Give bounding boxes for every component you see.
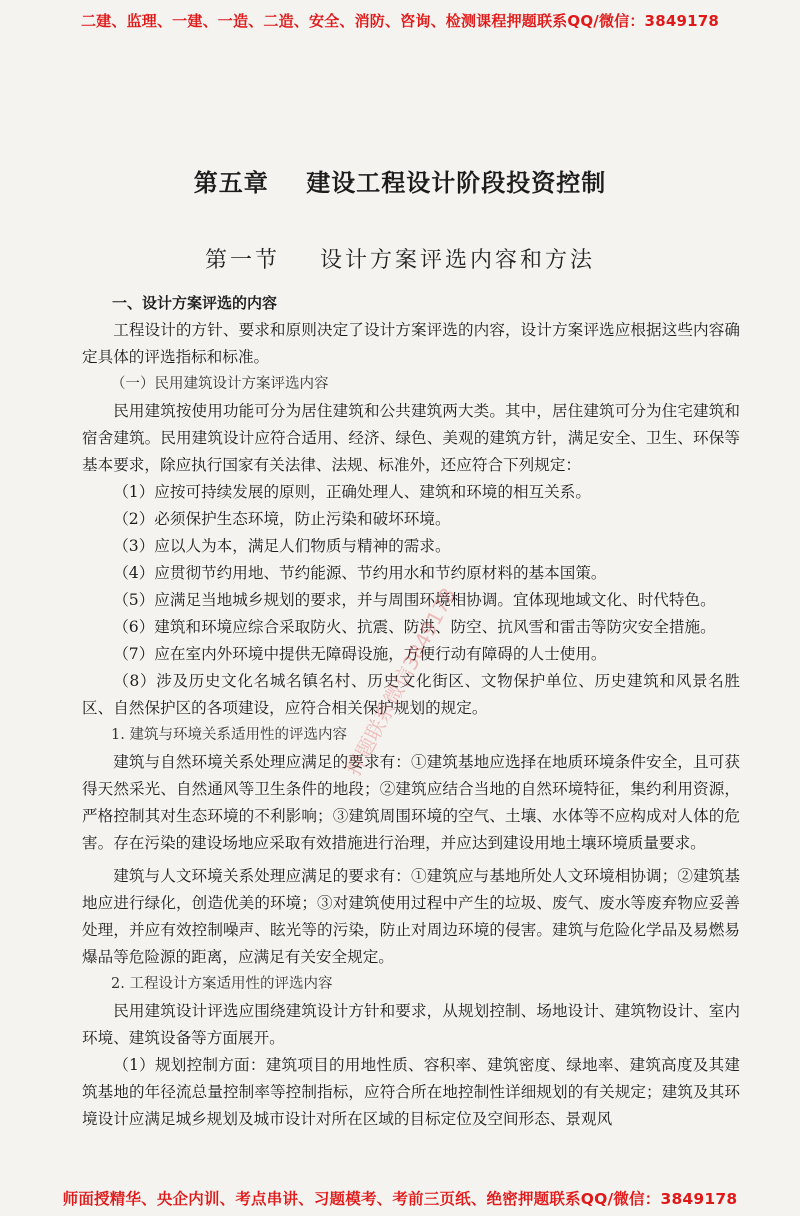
paragraph: 建筑与人文环境关系处理应满足的要求有：①建筑应与基地所处人文环境相协调；②建筑基地应进行绿化，创造优美的环境；③对建筑使用过程中产生的垃圾、废气、废水等废弃物应妥善处理，并应有效控制噪声、眩光等的污染，防止对周边环境的侵害。建筑与危险化学品及易燃易爆品等危险源的距离，应满足有关安全规定。 (82, 867, 740, 966)
section-title: 第一节 设计方案评选内容和方法 (205, 248, 595, 273)
list-item: （7）应在室内外环境中提供无障碍设施，方便行动有障碍的人士使用。 (113, 645, 607, 663)
list-item: （5）应满足当地城乡规划的要求，并与周围环境相协调。宜体现地域文化、时代特色。 (113, 591, 716, 609)
heading-level2: （一）民用建筑设计方案评选内容 (111, 376, 329, 392)
list-item: （8）涉及历史文化名城名镇名村、历史文化街区、文物保护单位、历史建筑和风景名胜区、自然保护区的各项建设，应符合相关保护规划的规定。 (82, 672, 740, 717)
list-item: （1）应按可持续发展的原则，正确处理人、建筑和环境的相互关系。 (113, 483, 591, 501)
document-body (82, 290, 740, 1133)
heading-level3: 2. 工程设计方案适用性的评选内容 (111, 976, 333, 992)
list-item: （4）应贯彻节约用地、节约能源、节约用水和节约原材料的基本国策。 (113, 564, 607, 582)
list-item: （2）必须保护生态环境，防止污染和破坏环境。 (113, 510, 451, 528)
paragraph: 工程设计的方针、要求和原则决定了设计方案评选的内容，设计方案评选应根据这些内容确定具体的评选指标和标准。 (82, 321, 740, 366)
list-item: （1）规划控制方面：建筑项目的用地性质、容积率、建筑密度、绿地率、建筑高度及其建筑基地的年径流总量控制率等控制指标，应符合所在地控制性详细规划的有关规定；建筑及其环境设计应满足城乡规划及城市设计对所在区域的目标定位及空间形态、景观风 (82, 1056, 740, 1128)
list-item: （3）应以人为本，满足人们物质与精神的需求。 (113, 537, 451, 555)
bottom-banner: 师面授精华、央企内训、考点串讲、习题模考、考前三页纸、绝密押题联系QQ/微信：3849178 (62, 1190, 738, 1208)
heading-level3: 1. 建筑与环境关系适用性的评选内容 (111, 727, 347, 743)
top-banner: 二建、监理、一建、一造、二造、安全、消防、咨询、检测课程押题联系QQ/微信：3849178 (80, 12, 720, 30)
list-item: （6）建筑和环境应综合采取防火、抗震、防洪、防空、抗风雪和雷击等防灾安全措施。 (113, 618, 716, 636)
paragraph: 民用建筑设计评选应围绕建筑设计方针和要求，从规划控制、场地设计、建筑物设计、室内环境、建筑设备等方面展开。 (82, 1002, 740, 1047)
paragraph: 民用建筑按使用功能可分为居住建筑和公共建筑两大类。其中，居住建筑可分为住宅建筑和宿舍建筑。民用建筑设计应符合适用、经济、绿色、美观的建筑方针，满足安全、卫生、环保等基本要求，除应执行国家有关法律、法规、标准外，还应符合下列规定： (82, 402, 740, 474)
heading-level1: 一、设计方案评选的内容 (112, 294, 278, 312)
chapter-title: 第五章 建设工程设计阶段投资控制 (193, 169, 607, 197)
paragraph: 建筑与自然环境关系处理应满足的要求有：①建筑基地应选择在地质环境条件安全，且可获得天然采光、自然通风等卫生条件的地段；②建筑应结合当地的自然环境特征，集约利用资源，严格控制其对生态环境的不利影响；③建筑周围环境的空气、土壤、水体等不应构成对人体的危害。存在污染的建设场地应采取有效措施进行治理，并应达到建设用地土壤环境质量要求。 (82, 753, 740, 852)
watermark: 押题联系微信3849178 (341, 583, 461, 780)
